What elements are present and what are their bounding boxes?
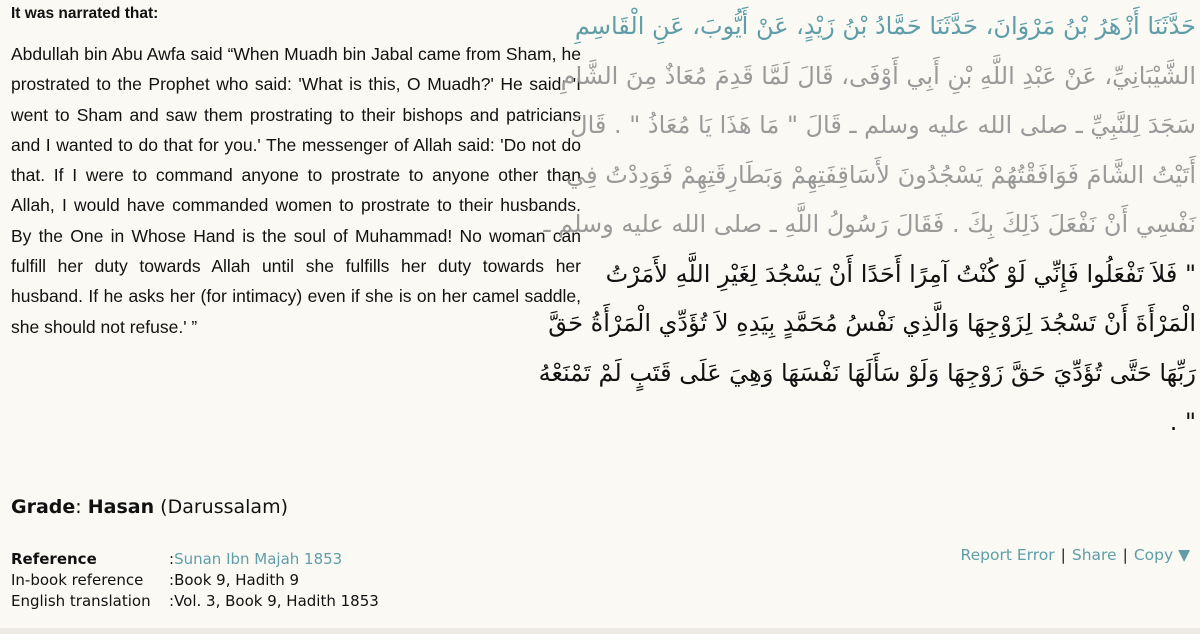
- english-translation-row: English translation : Vol. 3, Book 9, Hadith 1853: [11, 592, 379, 610]
- reference-table: [11, 549, 379, 612]
- arabic-line: " .: [1169, 408, 1196, 436]
- arabic-line: الشَّيْبَانِيِّ، عَنْ عَبْدِ اللَّهِ بْنِ أَبِي أَوْفَى، قَالَ لَمَّا قَدِمَ مُعَاذٌ مِنَ الشَّامِ: [560, 61, 1196, 90]
- english-translation-value: Vol. 3, Book 9, Hadith 1853: [174, 592, 379, 610]
- narration-intro: It was narrated that:: [11, 5, 159, 22]
- arabic-line: أَتَيْتُ الشَّامَ فَوَافَقْتُهُمْ يَسْجُدُونَ لأَسَاقِفَتِهِمْ وَبَطَارِقَتِهِمْ فَوَدِدْتُ فِي: [566, 160, 1196, 189]
- hadith-actions: Report Error | Share | Copy ▼: [960, 546, 1190, 564]
- grade-line: Grade: Hasan (Darussalam): [11, 496, 288, 518]
- arabic-line: نَفْسِي أَنْ نَفْعَلَ ذَلِكَ بِكَ . فَقَالَ رَسُولُ اللَّهِ ـ صلى الله عليه وسلم ـ: [543, 210, 1196, 238]
- hadith-english-text: Abdullah bin Abu Awfa said “When Muadh bin Jabal came from Sham, he prostrated to the Prophet who said: 'What is this, O Muadh?' He said: 'I went to Sham and saw them prostrating to their bishops and patricians and I wanted to do that for you.' The messenger of Allah said: 'Do not do that. If I were to command anyone to prostrate to anyone other than Allah, I would have commanded women to prostrate to their husbands. By the One in Whose Hand is the soul of Muhammad! No woman can fulfill her duty towards Allah until she fulfills her duty towards her husband. If he asks her (for intimacy) even if she is on her camel saddle, she should not refuse.' ”: [11, 44, 581, 337]
- arabic-line: " فَلاَ تَفْعَلُوا فَإِنِّي لَوْ كُنْتُ آمِرًا أَحَدًا أَنْ يَسْجُدَ لِغَيْرِ اللَّهِ لأَمَرْتُ: [605, 259, 1196, 288]
- reference-row: Reference : Sunan Ibn Majah 1853: [11, 550, 343, 568]
- grade-value: Hasan: [87, 496, 155, 518]
- english-translation-block: [11, 0, 581, 342]
- grade-label: Grade: [11, 496, 76, 518]
- report-error-link[interactable]: Report Error: [960, 546, 1055, 564]
- arabic-line: سَجَدَ لِلنَّبِيِّ ـ صلى الله عليه وسلم ـ قَالَ " مَا هَذَا يَا مُعَاذُ " . قَالَ: [570, 111, 1196, 139]
- reference-key: Reference: [11, 550, 97, 568]
- in-book-reference-key: In-book reference: [11, 571, 144, 589]
- arabic-line: حَدَّثَنَا أَزْهَرُ بْنُ مَرْوَانَ، حَدَّثَنَا حَمَّادُ بْنُ زَيْدٍ، عَنْ أَيُّوبَ، عَنِ الْقَاسِمِ: [574, 12, 1196, 40]
- arabic-line: الْمَرْأَةَ أَنْ تَسْجُدَ لِزَوْجِهَا وَالَّذِي نَفْسُ مُحَمَّدٍ بِيَدِهِ لاَ تُؤَدِّي الْمَرْأَةُ حَقَّ: [548, 309, 1196, 337]
- copy-dropdown[interactable]: Copy ▼: [1133, 546, 1190, 564]
- arabic-line: رَبِّهَا حَتَّى تُؤَدِّيَ حَقَّ زَوْجِهَا وَلَوْ سَأَلَهَا نَفْسَهَا وَهِيَ عَلَى قَتَبٍ لَمْ تَمْنَعْهُ: [538, 358, 1196, 387]
- grade-source: (Darussalam): [160, 496, 288, 518]
- in-book-reference-value: Book 9, Hadith 9: [174, 571, 300, 589]
- share-link[interactable]: Share: [1071, 546, 1117, 564]
- bottom-divider: [0, 628, 1200, 634]
- in-book-reference-row: In-book reference : Book 9, Hadith 9: [11, 571, 300, 589]
- reference-link[interactable]: Sunan Ibn Majah 1853: [174, 550, 343, 568]
- arabic-text-block: [538, 2, 1196, 448]
- english-translation-key: English translation: [11, 592, 151, 610]
